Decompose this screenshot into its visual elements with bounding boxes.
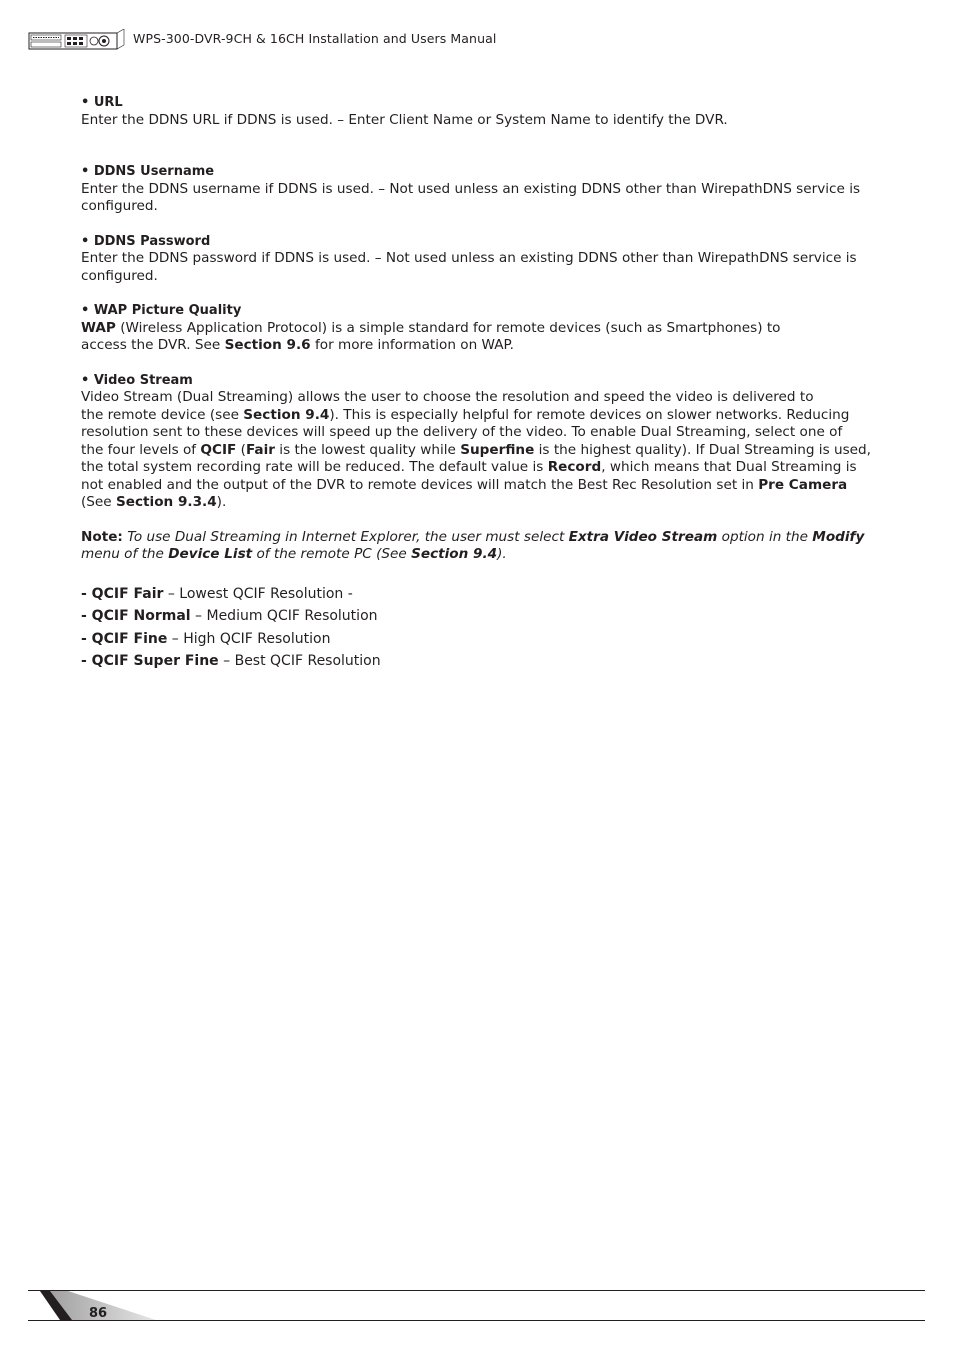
video-stream-line-7: (See Section 9.3.4). [81,494,227,510]
note-line-1: Note: To use Dual Streaming in Internet Explorer, the user must select Extra Video Stream option in the Modify [81,528,865,545]
list-item: - QCIF Fair – Lowest QCIF Resolution - [81,585,353,602]
ddns-password-line-2: configured. [81,267,158,284]
wap-line-2: access the DVR. See Section 9.6 for more information on WAP. [81,337,514,353]
url-description: Enter the DDNS URL if DDNS is used. – Enter Client Name or System Name to identify the DVR. [81,111,728,128]
video-stream-line-5: the total system recording rate will be reduced. The default value is Record, which means that Dual Streaming is [81,459,857,475]
list-item: - QCIF Super Fine – Best QCIF Resolution [81,653,381,669]
wap-line-1: WAP (Wireless Application Protocol) is a simple standard for remote devices (such as Smartphones) to [81,319,781,336]
video-stream-line-3: resolution sent to these devices will speed up the delivery of the video. To enable Dual Streaming, select one of [81,424,843,440]
note-line-2: menu of the Device List of the remote PC (See Section 9.4). [81,546,507,562]
url-section [81,94,876,129]
note-label: Note: [81,528,123,545]
ddns-username-heading: • DDNS Username [81,164,215,179]
dvr-device-icon [28,29,126,50]
list-item: - QCIF Normal – Medium QCIF Resolution [81,608,378,624]
page-content [81,94,876,673]
ddns-password-heading: • DDNS Password [81,233,211,249]
footer-bottom-rule [28,1320,925,1321]
ddns-username-line-2: configured. [81,198,158,214]
wap-heading: • WAP Picture Quality [81,303,242,318]
video-stream-line-2: the remote device (see Section 9.4). This is especially helpful for remote devices on slower networks. Reducing [81,406,850,423]
ddns-password-line-1: Enter the DDNS password if DDNS is used. – Not used unless an existing DDNS other than WirepathDNS service is [81,250,857,266]
url-heading: • URL [81,95,123,110]
video-stream-heading: • Video Stream [81,372,193,388]
note-section [81,529,876,564]
list-item: - QCIF Fine – High QCIF Resolution [81,630,331,647]
video-stream-section [81,372,876,512]
ddns-username-line-1: Enter the DDNS username if DDNS is used. – Not used unless an existing DDNS other than WirepathDNS service is [81,180,861,197]
wap-section [81,302,876,355]
document-title: WPS-300-DVR-9CH & 16CH Installation and Users Manual [133,31,497,46]
qcif-level-list [81,583,876,673]
ddns-password-section [81,233,876,286]
video-stream-line-4: the four levels of QCIF (Fair is the lowest quality while Superfine is the highest quality). If Dual Streaming is used, [81,441,871,458]
page-number: 86 [89,1306,108,1321]
ddns-username-section [81,163,876,216]
video-stream-line-6: not enabled and the output of the DVR to remote devices will match the Best Rec Resolution set in Pre Camera [81,476,848,493]
video-stream-line-1: Video Stream (Dual Streaming) allows the user to choose the resolution and speed the video is delivered to [81,389,814,405]
